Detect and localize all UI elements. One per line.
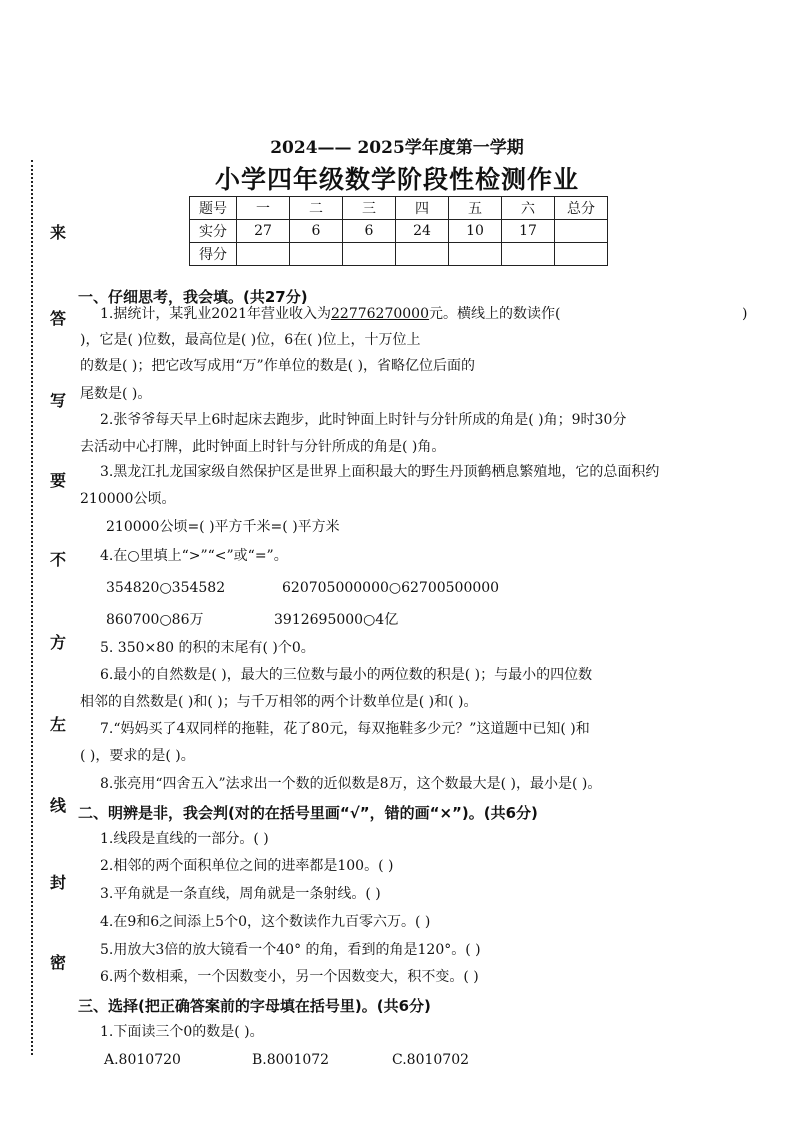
seal-char: 写 xyxy=(50,391,67,410)
choice-question-1: 1.下面读三个0的数是( )。 xyxy=(100,1024,264,1040)
score-input-cell[interactable] xyxy=(449,243,502,266)
table-cell: 27 xyxy=(237,220,290,243)
score-input-cell[interactable] xyxy=(290,243,343,266)
judge-item: 1.线段是直线的一部分。( ) xyxy=(100,831,269,847)
table-header-cell: 总分 xyxy=(555,197,608,220)
seal-char: 不 xyxy=(50,550,67,569)
table-cell: 10 xyxy=(449,220,502,243)
table-header-cell: 二 xyxy=(290,197,343,220)
section-1-heading: 一、仔细思考，我会填。(共27分) xyxy=(78,288,308,306)
score-table xyxy=(189,196,608,266)
table-header-cell: 三 xyxy=(343,197,396,220)
question-3-line-3: 210000公顷=( )平方千米=( )平方米 xyxy=(106,519,340,535)
question-7-line-1: 7.“妈妈买了4双同样的拖鞋，花了80元，每双拖鞋多少元？”这道题中已知( )和 xyxy=(100,721,590,737)
score-input-cell[interactable] xyxy=(237,243,290,266)
table-cell: 6 xyxy=(290,220,343,243)
section-3-heading: 三、选择(把正确答案前的字母填在括号里)。(共6分) xyxy=(78,997,431,1015)
seal-char: 左 xyxy=(50,715,67,734)
question-1-line-1 xyxy=(100,304,560,324)
question-1-line-3: 的数是( )；把它改写成用“万”作单位的数是( )，省略亿位后面的 xyxy=(80,358,476,374)
seal-char: 方 xyxy=(50,633,67,652)
table-cell: 24 xyxy=(396,220,449,243)
table-header-cell: 四 xyxy=(396,197,449,220)
question-3-line-2: 210000公顷。 xyxy=(80,491,176,507)
table-row-label: 实分 xyxy=(190,220,237,243)
judge-item: 2.相邻的两个面积单位之间的进率都是100。( ) xyxy=(100,858,394,874)
table-row xyxy=(190,197,608,220)
judge-item: 4.在9和6之间添上5个0，这个数读作九百零六万。( ) xyxy=(100,914,431,930)
question-7-line-2: ( )，要求的是( )。 xyxy=(80,748,195,764)
table-cell: 17 xyxy=(502,220,555,243)
question-2-line-1: 2.张爷爷每天早上6时起床去跑步，此时钟面上时针与分针所成的角是( )角；9时30分 xyxy=(100,412,627,428)
compare-item: 354820○354582 xyxy=(106,580,226,596)
choice-option-c: C.8010702 xyxy=(392,1052,470,1068)
judge-item: 5.用放大3倍的放大镜看一个40° 的角，看到的角是120°。( ) xyxy=(100,942,481,958)
judge-item: 6.两个数相乘，一个因数变小，另一个因数变大，积不变。( ) xyxy=(100,969,479,985)
score-input-cell[interactable] xyxy=(343,243,396,266)
seal-char: 密 xyxy=(50,953,67,972)
choice-option-a: A.8010720 xyxy=(104,1052,181,1068)
seal-char: 封 xyxy=(50,873,67,892)
score-input-cell[interactable] xyxy=(555,243,608,266)
table-row xyxy=(190,243,608,266)
seal-char: 线 xyxy=(50,796,67,815)
page-title: 小学四年级数学阶段性检测作业 xyxy=(214,165,579,194)
question-1-line-1-end: ) xyxy=(742,306,748,322)
table-row-label: 题号 xyxy=(190,197,237,220)
judge-item: 3.平角就是一条直线，周角就是一条射线。( ) xyxy=(100,886,381,902)
question-2-line-2: 去活动中心打牌，此时钟面上时针与分针所成的角是( )角。 xyxy=(80,439,446,455)
question-5: 5. 350×80 的积的末尾有( )个0。 xyxy=(100,640,315,656)
question-8: 8.张亮用“四舍五入”法求出一个数的近似数是8万，这个数最大是( )，最小是( )。 xyxy=(100,776,602,792)
seal-char: 要 xyxy=(50,471,67,490)
score-input-cell[interactable] xyxy=(502,243,555,266)
question-3-line-1: 3.黑龙江扎龙国家级自然保护区是世界上面积最大的野生丹顶鹤栖息繁殖地，它的总面积约 xyxy=(100,464,660,480)
question-text: 1.据统计，某乳业2021年营业收入为 xyxy=(100,306,331,322)
table-header-cell: 六 xyxy=(502,197,555,220)
table-row-label: 得分 xyxy=(190,243,237,266)
table-cell: 6 xyxy=(343,220,396,243)
score-input-cell[interactable] xyxy=(396,243,449,266)
question-4-line-1: 4.在○里填上“>”“<”或“=”。 xyxy=(100,548,288,564)
seal-char: 来 xyxy=(50,223,67,242)
compare-item: 3912695000○4亿 xyxy=(274,612,399,628)
question-1-line-4: 尾数是( )。 xyxy=(80,386,152,402)
table-header-cell: 五 xyxy=(449,197,502,220)
compare-item: 620705000000○62700500000 xyxy=(282,580,500,596)
question-text: 元。横线上的数读作( xyxy=(428,306,561,322)
compare-item: 860700○86万 xyxy=(106,612,204,628)
table-header-cell: 一 xyxy=(237,197,290,220)
table-cell xyxy=(555,220,608,243)
question-1-line-2: )，它是( )位数，最高位是( )位，6在( )位上，十万位上 xyxy=(80,332,421,348)
question-6-line-1: 6.最小的自然数是( )，最大的三位数与最小的两位数的积是( )；与最小的四位数 xyxy=(100,667,593,683)
table-row xyxy=(190,220,608,243)
term-title: 2024—— 2025学年度第一学期 xyxy=(270,138,524,158)
section-2-heading: 二、明辨是非，我会判(对的在括号里画“√”，错的画“×”)。(共6分) xyxy=(78,804,538,822)
seal-char: 答 xyxy=(50,309,67,328)
underlined-number: 22776270000 xyxy=(331,306,429,322)
choice-option-b: B.8001072 xyxy=(252,1052,330,1068)
question-6-line-2: 相邻的自然数是( )和( )；与千万相邻的两个计数单位是( )和( )。 xyxy=(80,694,478,710)
binding-dotted-line xyxy=(31,160,33,1055)
